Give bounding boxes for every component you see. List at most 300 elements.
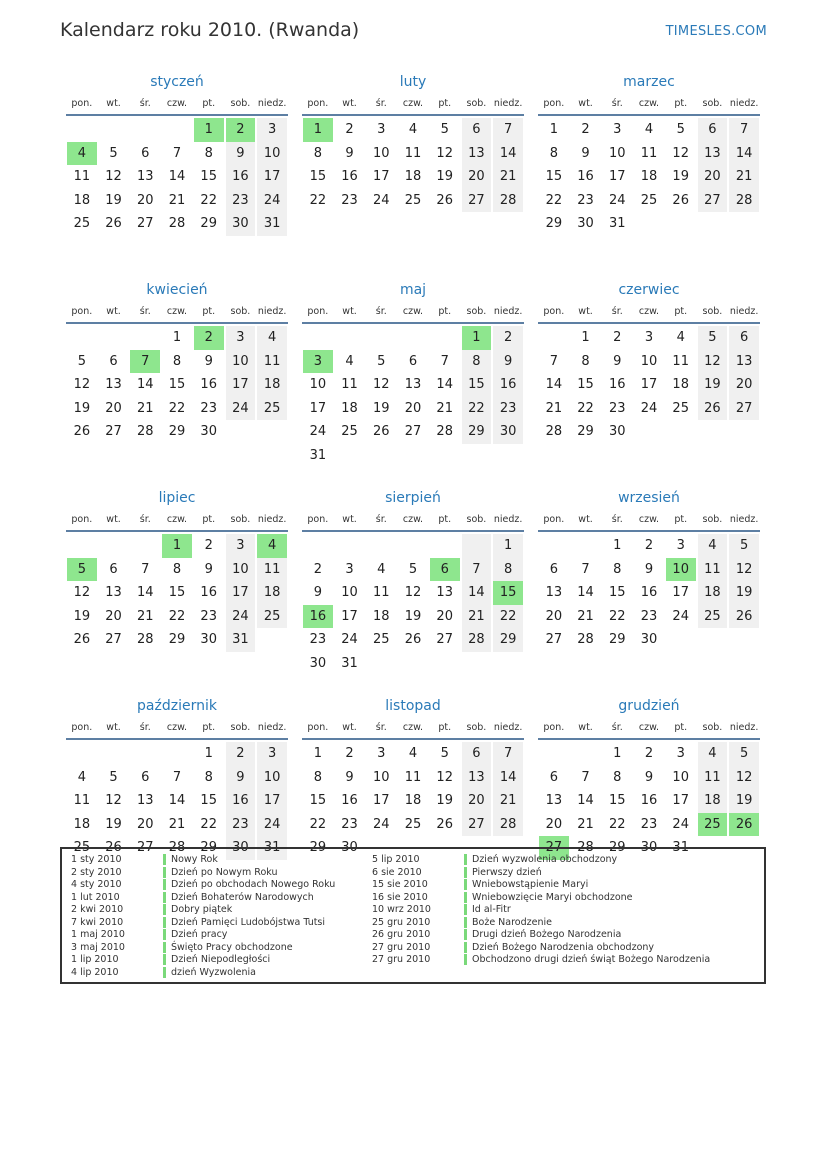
day-cell: 2 bbox=[345, 746, 354, 761]
weekday-label: pon. bbox=[71, 514, 93, 525]
day-cell: 18 bbox=[404, 169, 422, 184]
day-cell: 12 bbox=[105, 169, 122, 184]
day-grid bbox=[302, 742, 524, 860]
holiday-marker bbox=[464, 867, 467, 878]
day-cell: 5 bbox=[729, 742, 759, 766]
empty-day-cell bbox=[130, 326, 160, 350]
day-cell: 30 bbox=[640, 632, 658, 647]
day-cell: 25 bbox=[257, 397, 287, 421]
weekday-label: sob. bbox=[466, 98, 487, 109]
weekday-label: wt. bbox=[342, 98, 357, 109]
day-cell: 8 bbox=[204, 145, 213, 161]
day-cell: 25 bbox=[404, 192, 422, 208]
day-cell: 24 bbox=[309, 424, 327, 439]
day-cell: 25 bbox=[672, 400, 689, 416]
weekday-label: wt. bbox=[578, 722, 593, 733]
day-cell: 27 bbox=[137, 216, 154, 231]
day-cell: 15 bbox=[462, 373, 492, 397]
holiday-marker bbox=[163, 929, 166, 940]
day-cell: 26 bbox=[672, 192, 689, 208]
day-cell: 29 bbox=[462, 420, 492, 444]
day-cell: 24 bbox=[257, 189, 287, 213]
holiday-day-cell: 1 bbox=[303, 118, 333, 142]
empty-day-cell bbox=[130, 742, 160, 766]
day-cell: 16 bbox=[640, 585, 658, 600]
holiday-day-cell: 1 bbox=[162, 534, 192, 558]
weekday-label: śr. bbox=[375, 514, 387, 525]
day-cell: 5 bbox=[109, 769, 118, 785]
day-cell: 4 bbox=[698, 534, 728, 558]
weekday-header bbox=[66, 716, 288, 740]
day-cell: 3 bbox=[676, 746, 685, 761]
weekday-label: sob. bbox=[702, 514, 723, 525]
empty-day-cell bbox=[67, 534, 97, 558]
holiday-day-cell: 3 bbox=[303, 350, 333, 374]
weekday-label: wt. bbox=[106, 514, 121, 525]
day-cell: 23 bbox=[200, 608, 217, 624]
weekday-label: wt. bbox=[106, 98, 121, 109]
holiday-name: Dobry piątek bbox=[171, 904, 233, 915]
weekday-label: wt. bbox=[342, 514, 357, 525]
day-cell: 25 bbox=[73, 840, 91, 855]
day-cell: 2 bbox=[613, 330, 622, 345]
empty-day-cell bbox=[99, 534, 129, 558]
weekday-label: pon. bbox=[543, 98, 565, 109]
month-block bbox=[66, 280, 288, 488]
day-cell: 17 bbox=[257, 165, 287, 189]
legend-column-left bbox=[71, 854, 335, 979]
day-cell: 29 bbox=[609, 840, 626, 855]
day-cell: 22 bbox=[309, 816, 327, 832]
day-cell: 31 bbox=[257, 836, 287, 860]
day-cell: 10 bbox=[373, 769, 390, 785]
day-cell: 30 bbox=[341, 840, 358, 855]
day-cell: 1 bbox=[493, 534, 523, 558]
holiday-date: 1 maj 2010 bbox=[71, 929, 125, 940]
day-cell: 19 bbox=[73, 608, 91, 624]
weekday-label: śr. bbox=[139, 722, 151, 733]
holiday-date: 10 wrz 2010 bbox=[372, 904, 431, 915]
holiday-name: Dzień wyzwolenia obchodzony bbox=[472, 854, 618, 865]
weekday-label: pon. bbox=[71, 722, 93, 733]
holiday-marker bbox=[464, 942, 467, 953]
weekday-header bbox=[302, 92, 524, 116]
day-cell: 14 bbox=[168, 793, 186, 808]
day-cell: 28 bbox=[577, 840, 594, 855]
weekday-label: czw. bbox=[402, 722, 424, 733]
empty-day-cell bbox=[130, 118, 160, 142]
day-cell: 18 bbox=[698, 789, 728, 813]
day-cell: 4 bbox=[676, 330, 685, 345]
day-cell: 6 bbox=[462, 118, 492, 142]
day-grid bbox=[538, 742, 760, 860]
holiday-date: 3 maj 2010 bbox=[71, 941, 125, 953]
day-cell: 22 bbox=[168, 608, 186, 624]
day-cell: 1 bbox=[613, 538, 622, 553]
empty-day-cell bbox=[303, 326, 333, 350]
day-cell: 29 bbox=[309, 840, 327, 855]
weekday-label: pt. bbox=[202, 514, 216, 525]
day-cell: 9 bbox=[644, 561, 654, 577]
day-cell: 14 bbox=[729, 142, 759, 166]
day-cell: 25 bbox=[73, 216, 91, 231]
weekday-header bbox=[66, 300, 288, 324]
day-cell: 8 bbox=[172, 353, 182, 369]
weekday-label: pt. bbox=[674, 722, 688, 733]
weekday-label: śr. bbox=[375, 98, 387, 109]
holiday-day-cell: 1 bbox=[194, 118, 224, 142]
day-cell: 9 bbox=[345, 145, 354, 161]
day-cell: 24 bbox=[672, 816, 689, 832]
day-cell: 30 bbox=[226, 212, 256, 236]
day-cell: 2 bbox=[313, 561, 322, 577]
weekday-label: sob. bbox=[466, 722, 487, 733]
holiday-date: 26 gru 2010 bbox=[372, 929, 431, 940]
day-cell: 12 bbox=[436, 769, 453, 785]
legend-row bbox=[372, 879, 710, 892]
brand-link[interactable]: TIMESLES.COM bbox=[665, 24, 767, 39]
day-cell: 22 bbox=[545, 192, 563, 208]
day-cell: 21 bbox=[577, 608, 594, 624]
day-cell: 30 bbox=[577, 216, 594, 231]
day-cell: 6 bbox=[549, 769, 558, 785]
holiday-day-cell: 26 bbox=[729, 813, 759, 837]
holiday-marker bbox=[163, 904, 166, 915]
day-cell: 6 bbox=[408, 353, 418, 369]
weekday-label: sob. bbox=[230, 306, 251, 317]
day-cell: 29 bbox=[493, 628, 523, 652]
month-name: styczeń bbox=[150, 74, 204, 90]
weekday-label: pt. bbox=[438, 514, 452, 525]
day-cell: 20 bbox=[105, 400, 122, 416]
weekday-label: niedz. bbox=[257, 98, 287, 109]
day-cell: 11 bbox=[698, 558, 728, 582]
day-cell: 26 bbox=[73, 424, 91, 439]
holiday-marker bbox=[163, 867, 166, 878]
holiday-name: Wniebowzięcie Maryi obchodzone bbox=[472, 891, 633, 903]
weekday-label: pon. bbox=[543, 722, 565, 733]
day-cell: 5 bbox=[698, 326, 728, 350]
day-cell: 9 bbox=[226, 766, 256, 790]
day-cell: 17 bbox=[373, 793, 390, 808]
weekday-label: czw. bbox=[402, 98, 424, 109]
holiday-name: Wniebowstąpienie Maryi bbox=[472, 879, 589, 890]
legend-row bbox=[372, 929, 710, 942]
day-cell: 8 bbox=[172, 561, 182, 577]
day-cell: 20 bbox=[462, 789, 492, 813]
holiday-marker bbox=[163, 854, 166, 865]
day-cell: 9 bbox=[345, 769, 354, 785]
holiday-date: 1 sty 2010 bbox=[71, 854, 122, 865]
weekday-label: czw. bbox=[166, 98, 188, 109]
day-cell: 19 bbox=[105, 192, 122, 208]
day-cell: 11 bbox=[257, 558, 287, 582]
day-cell: 19 bbox=[73, 400, 91, 416]
day-cell: 22 bbox=[462, 397, 492, 421]
holiday-name: Dzień Bohaterów Narodowych bbox=[171, 891, 314, 903]
month-name: październik bbox=[137, 698, 217, 714]
day-cell: 25 bbox=[698, 605, 728, 629]
legend-row bbox=[372, 892, 710, 905]
holiday-name: Święto Pracy obchodzone bbox=[171, 941, 293, 953]
day-cell: 12 bbox=[698, 350, 728, 374]
holiday-marker bbox=[163, 892, 166, 903]
holiday-date: 27 gru 2010 bbox=[372, 941, 431, 953]
day-cell: 16 bbox=[609, 377, 626, 392]
day-grid bbox=[66, 534, 288, 652]
legend-row bbox=[71, 904, 335, 917]
weekday-label: sob. bbox=[466, 306, 487, 317]
day-cell: 9 bbox=[581, 145, 590, 161]
day-cell: 19 bbox=[373, 400, 390, 416]
day-cell: 22 bbox=[168, 400, 186, 416]
legend-row bbox=[372, 867, 710, 880]
holiday-marker bbox=[464, 904, 467, 915]
day-cell: 31 bbox=[257, 212, 287, 236]
day-cell: 21 bbox=[462, 605, 492, 629]
day-cell: 14 bbox=[577, 793, 594, 808]
day-cell: 26 bbox=[105, 840, 122, 855]
holiday-marker bbox=[464, 879, 467, 890]
empty-day-cell bbox=[335, 326, 365, 350]
legend-column-right bbox=[372, 854, 710, 967]
holiday-day-cell: 6 bbox=[430, 558, 460, 582]
day-cell: 13 bbox=[462, 766, 492, 790]
day-cell: 15 bbox=[545, 169, 563, 184]
weekday-label: pt. bbox=[202, 98, 216, 109]
day-cell: 30 bbox=[309, 655, 327, 671]
empty-day-cell bbox=[539, 534, 569, 558]
day-cell: 10 bbox=[257, 766, 287, 790]
day-cell: 20 bbox=[137, 192, 154, 208]
day-cell: 5 bbox=[408, 561, 418, 577]
day-cell: 29 bbox=[200, 216, 217, 231]
day-cell: 27 bbox=[436, 632, 453, 647]
day-cell: 5 bbox=[440, 122, 449, 137]
holiday-day-cell: 2 bbox=[226, 118, 256, 142]
holiday-date: 2 kwi 2010 bbox=[71, 904, 124, 915]
day-cell: 4 bbox=[644, 122, 654, 137]
weekday-label: czw. bbox=[402, 514, 424, 525]
holiday-name: Nowy Rok bbox=[171, 854, 218, 865]
day-cell: 17 bbox=[672, 793, 689, 808]
day-cell: 31 bbox=[226, 628, 256, 652]
day-cell: 16 bbox=[226, 789, 256, 813]
day-cell: 13 bbox=[698, 142, 728, 166]
day-cell: 20 bbox=[404, 400, 422, 416]
legend-row bbox=[372, 854, 710, 867]
day-cell: 28 bbox=[168, 840, 186, 855]
holiday-date: 1 lut 2010 bbox=[71, 891, 120, 903]
day-cell: 28 bbox=[168, 216, 186, 231]
day-cell: 13 bbox=[436, 585, 453, 600]
weekday-label: pon. bbox=[307, 514, 329, 525]
weekday-label: pt. bbox=[674, 306, 688, 317]
day-cell: 15 bbox=[168, 377, 186, 392]
day-cell: 18 bbox=[672, 377, 689, 392]
legend-row bbox=[71, 942, 335, 955]
day-cell: 19 bbox=[436, 169, 453, 184]
day-cell: 5 bbox=[729, 534, 759, 558]
day-cell: 24 bbox=[341, 632, 358, 647]
day-cell: 1 bbox=[313, 746, 322, 761]
weekday-label: niedz. bbox=[729, 722, 759, 733]
holiday-date: 4 lip 2010 bbox=[71, 966, 119, 978]
weekday-label: sob. bbox=[230, 98, 251, 109]
day-cell: 2 bbox=[226, 742, 256, 766]
day-cell: 16 bbox=[226, 165, 256, 189]
day-cell: 6 bbox=[109, 353, 118, 369]
day-cell: 4 bbox=[698, 742, 728, 766]
day-cell: 13 bbox=[729, 350, 759, 374]
empty-day-cell bbox=[539, 326, 569, 350]
day-cell: 18 bbox=[73, 192, 91, 208]
month-name: listopad bbox=[385, 698, 441, 714]
weekday-label: pt. bbox=[438, 306, 452, 317]
day-cell: 10 bbox=[257, 142, 287, 166]
holiday-name: Dzień Bożego Narodzenia obchodzony bbox=[472, 941, 655, 953]
day-cell: 24 bbox=[373, 816, 390, 832]
day-cell: 15 bbox=[309, 169, 327, 184]
holiday-date: 25 gru 2010 bbox=[372, 916, 431, 928]
day-cell: 28 bbox=[462, 628, 492, 652]
day-cell: 18 bbox=[404, 793, 422, 808]
weekday-header bbox=[302, 508, 524, 532]
day-cell: 30 bbox=[200, 632, 217, 647]
day-cell: 6 bbox=[698, 118, 728, 142]
day-grid bbox=[538, 118, 760, 236]
holiday-date: 2 sty 2010 bbox=[71, 866, 122, 878]
day-cell: 12 bbox=[436, 145, 453, 161]
day-cell: 7 bbox=[581, 769, 590, 785]
month-name: wrzesień bbox=[618, 490, 680, 506]
day-cell: 21 bbox=[137, 608, 154, 624]
day-cell: 13 bbox=[462, 142, 492, 166]
day-cell: 3 bbox=[226, 534, 256, 558]
day-cell: 22 bbox=[200, 192, 217, 208]
day-cell: 29 bbox=[577, 424, 594, 439]
day-cell: 31 bbox=[609, 216, 626, 231]
day-cell: 18 bbox=[698, 581, 728, 605]
weekday-label: śr. bbox=[611, 514, 623, 525]
month-name: lipiec bbox=[158, 490, 196, 506]
weekday-header bbox=[302, 300, 524, 324]
day-cell: 17 bbox=[373, 169, 390, 184]
weekday-label: niedz. bbox=[493, 98, 523, 109]
day-cell: 8 bbox=[493, 558, 523, 582]
holiday-name: Dzień pracy bbox=[171, 929, 228, 940]
weekday-label: śr. bbox=[611, 722, 623, 733]
day-cell: 22 bbox=[309, 192, 327, 208]
holiday-date: 15 sie 2010 bbox=[372, 879, 428, 890]
holiday-day-cell: 15 bbox=[493, 581, 523, 605]
day-cell: 18 bbox=[341, 400, 358, 416]
day-cell: 14 bbox=[137, 377, 154, 392]
day-cell: 1 bbox=[549, 122, 558, 137]
weekday-label: pon. bbox=[71, 98, 93, 109]
day-cell: 19 bbox=[729, 581, 759, 605]
day-cell: 21 bbox=[729, 165, 759, 189]
holiday-day-cell: 10 bbox=[666, 558, 696, 582]
day-cell: 19 bbox=[105, 816, 122, 832]
empty-day-cell bbox=[366, 534, 396, 558]
weekday-label: czw. bbox=[638, 722, 660, 733]
day-cell: 18 bbox=[640, 169, 658, 184]
day-cell: 5 bbox=[109, 145, 118, 161]
day-cell: 5 bbox=[440, 746, 449, 761]
day-cell: 24 bbox=[373, 192, 390, 208]
day-cell: 20 bbox=[729, 373, 759, 397]
weekday-header bbox=[538, 300, 760, 324]
legend-row bbox=[71, 879, 335, 892]
weekday-label: czw. bbox=[166, 514, 188, 525]
day-cell: 26 bbox=[698, 397, 728, 421]
day-cell: 2 bbox=[644, 746, 654, 761]
day-cell: 9 bbox=[644, 769, 654, 785]
day-cell: 14 bbox=[577, 585, 594, 600]
day-cell: 22 bbox=[609, 816, 626, 832]
day-cell: 20 bbox=[545, 608, 563, 624]
empty-day-cell bbox=[539, 742, 569, 766]
day-cell: 12 bbox=[672, 145, 689, 161]
day-cell: 28 bbox=[436, 424, 453, 439]
weekday-label: niedz. bbox=[493, 514, 523, 525]
day-cell: 9 bbox=[226, 142, 256, 166]
day-cell: 20 bbox=[105, 608, 122, 624]
day-cell: 7 bbox=[493, 118, 523, 142]
day-cell: 6 bbox=[462, 742, 492, 766]
weekday-label: pon. bbox=[307, 722, 329, 733]
holiday-marker bbox=[163, 954, 166, 965]
legend-row bbox=[372, 942, 710, 955]
day-cell: 29 bbox=[168, 632, 186, 647]
day-cell: 19 bbox=[436, 793, 453, 808]
weekday-label: niedz. bbox=[493, 722, 523, 733]
weekday-label: czw. bbox=[638, 514, 660, 525]
holiday-day-cell: 1 bbox=[462, 326, 492, 350]
day-cell: 31 bbox=[309, 447, 327, 463]
day-cell: 10 bbox=[341, 585, 358, 600]
day-cell: 10 bbox=[609, 145, 626, 161]
day-cell: 28 bbox=[493, 813, 523, 837]
weekday-label: pt. bbox=[674, 98, 688, 109]
day-cell: 10 bbox=[373, 145, 390, 161]
weekday-label: sob. bbox=[230, 722, 251, 733]
month-block bbox=[66, 488, 288, 696]
day-cell: 21 bbox=[137, 400, 154, 416]
day-cell: 6 bbox=[549, 561, 558, 577]
holiday-date: 4 sty 2010 bbox=[71, 879, 122, 890]
holiday-name: dzień Wyzwolenia bbox=[171, 966, 256, 978]
day-cell: 8 bbox=[613, 561, 622, 577]
day-cell: 3 bbox=[257, 742, 287, 766]
day-cell: 14 bbox=[462, 581, 492, 605]
day-cell: 27 bbox=[698, 189, 728, 213]
day-cell: 20 bbox=[462, 165, 492, 189]
empty-day-cell bbox=[67, 742, 97, 766]
day-grid bbox=[302, 534, 524, 675]
weekday-label: niedz. bbox=[729, 98, 759, 109]
day-cell: 17 bbox=[672, 585, 689, 600]
day-cell: 23 bbox=[226, 189, 256, 213]
day-cell: 5 bbox=[77, 353, 86, 369]
month-block bbox=[538, 488, 760, 696]
day-cell: 10 bbox=[640, 353, 658, 369]
day-cell: 11 bbox=[341, 377, 358, 392]
day-cell: 3 bbox=[345, 561, 354, 577]
weekday-label: śr. bbox=[375, 306, 387, 317]
weekday-label: niedz. bbox=[257, 514, 287, 525]
